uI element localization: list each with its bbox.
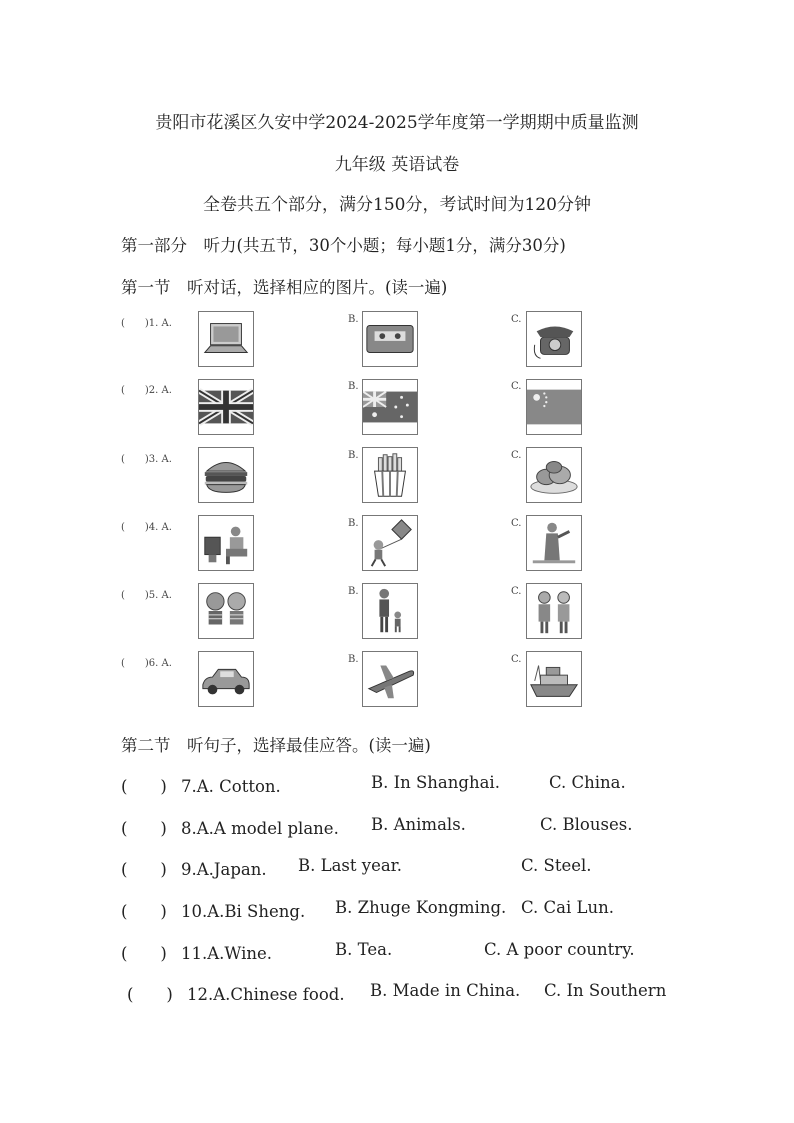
hamburger-icon	[198, 447, 254, 503]
question-7-option-c: C. China.	[549, 773, 626, 792]
answer-blank[interactable]: ( )	[121, 860, 167, 879]
part1-heading: 第一部分 听力(共五节，30个小题；每小题1分，满分30分)	[121, 236, 566, 255]
father-child-icon	[362, 583, 418, 639]
section1-heading: 第一节 听对话，选择相应的图片。(读一遍)	[121, 278, 448, 297]
option-a: A.Wine.	[207, 944, 272, 963]
option-b-label: B.	[348, 450, 359, 461]
fried-chicken-icon	[526, 447, 582, 503]
answer-blank[interactable]: ( )	[127, 985, 173, 1004]
question-number: 9.	[181, 860, 197, 879]
option-c-label: C.	[511, 450, 522, 461]
question-7-option-b: B. In Shanghai.	[371, 773, 500, 792]
option-a: A.Chinese food.	[213, 985, 345, 1004]
option-a: A.Japan.	[196, 860, 267, 879]
question-6-label: ( )6. A.	[121, 658, 172, 669]
question-9-option-b: B. Last year.	[298, 856, 402, 875]
question-1-label: ( )1. A.	[121, 318, 172, 329]
question-10	[121, 898, 305, 922]
answer-blank[interactable]: ( )	[121, 902, 167, 921]
option-b-label: B.	[348, 518, 359, 529]
question-5-label: ( )5. A.	[121, 590, 172, 601]
option-b-label: B.	[348, 381, 359, 392]
option-b-label: B.	[348, 654, 359, 665]
question-3-label: ( )3. A.	[121, 454, 172, 465]
option-c-label: C.	[511, 314, 522, 325]
question-9-option-c: C. Steel.	[521, 856, 592, 875]
question-8	[121, 815, 339, 839]
exam-title: 贵阳市花溪区久安中学2024-2025学年度第一学期期中质量监测	[155, 113, 639, 133]
answer-blank[interactable]: ( )	[121, 819, 167, 838]
question-11-option-c: C. A poor country.	[484, 940, 635, 959]
fries-icon	[362, 447, 418, 503]
option-a: A.A model plane.	[196, 819, 339, 838]
two-girls-icon	[198, 583, 254, 639]
car-icon	[198, 651, 254, 707]
option-b-label: B.	[348, 586, 359, 597]
option-a: A. Cotton.	[196, 777, 281, 796]
question-12	[127, 981, 345, 1005]
question-7	[121, 773, 281, 797]
uk-flag-icon	[198, 379, 254, 435]
question-number: 12.	[187, 985, 214, 1004]
cassette-icon	[362, 311, 418, 367]
question-number: 7.	[181, 777, 197, 796]
question-10-option-c: C. Cai Lun.	[521, 898, 614, 917]
china-flag-icon	[526, 379, 582, 435]
airplane-icon	[362, 651, 418, 707]
option-b-label: B.	[348, 314, 359, 325]
telephone-icon	[526, 311, 582, 367]
question-12-option-b: B. Made in China.	[370, 981, 521, 1000]
question-9	[121, 856, 267, 880]
australia-flag-icon	[362, 379, 418, 435]
question-number: 10.	[181, 902, 208, 921]
question-8-option-c: C. Blouses.	[540, 815, 633, 834]
exam-subtitle: 九年级 英语试卷	[334, 155, 460, 175]
option-a: A.Bi Sheng.	[207, 902, 306, 921]
section2-heading: 第二节 听句子，选择最佳应答。(读一遍)	[121, 736, 431, 755]
option-c-label: C.	[511, 518, 522, 529]
exam-info: 全卷共五个部分，满分150分，考试时间为120分钟	[203, 195, 591, 215]
laptop-icon	[198, 311, 254, 367]
answer-blank[interactable]: ( )	[121, 944, 167, 963]
question-10-option-b: B. Zhuge Kongming.	[335, 898, 507, 917]
question-number: 11.	[181, 944, 208, 963]
question-8-option-b: B. Animals.	[371, 815, 466, 834]
question-11	[121, 940, 272, 964]
flying-kite-icon	[362, 515, 418, 571]
elderly-couple-icon	[526, 583, 582, 639]
question-number: 8.	[181, 819, 197, 838]
option-c-label: C.	[511, 654, 522, 665]
question-12-option-c: C. In Southern	[544, 981, 667, 1000]
question-4-label: ( )4. A.	[121, 522, 172, 533]
question-11-option-b: B. Tea.	[335, 940, 393, 959]
tai-chi-icon	[526, 515, 582, 571]
ship-icon	[526, 651, 582, 707]
option-c-label: C.	[511, 381, 522, 392]
answer-blank[interactable]: ( )	[121, 777, 167, 796]
question-2-label: ( )2. A.	[121, 385, 172, 396]
watching-tv-icon	[198, 515, 254, 571]
option-c-label: C.	[511, 586, 522, 597]
